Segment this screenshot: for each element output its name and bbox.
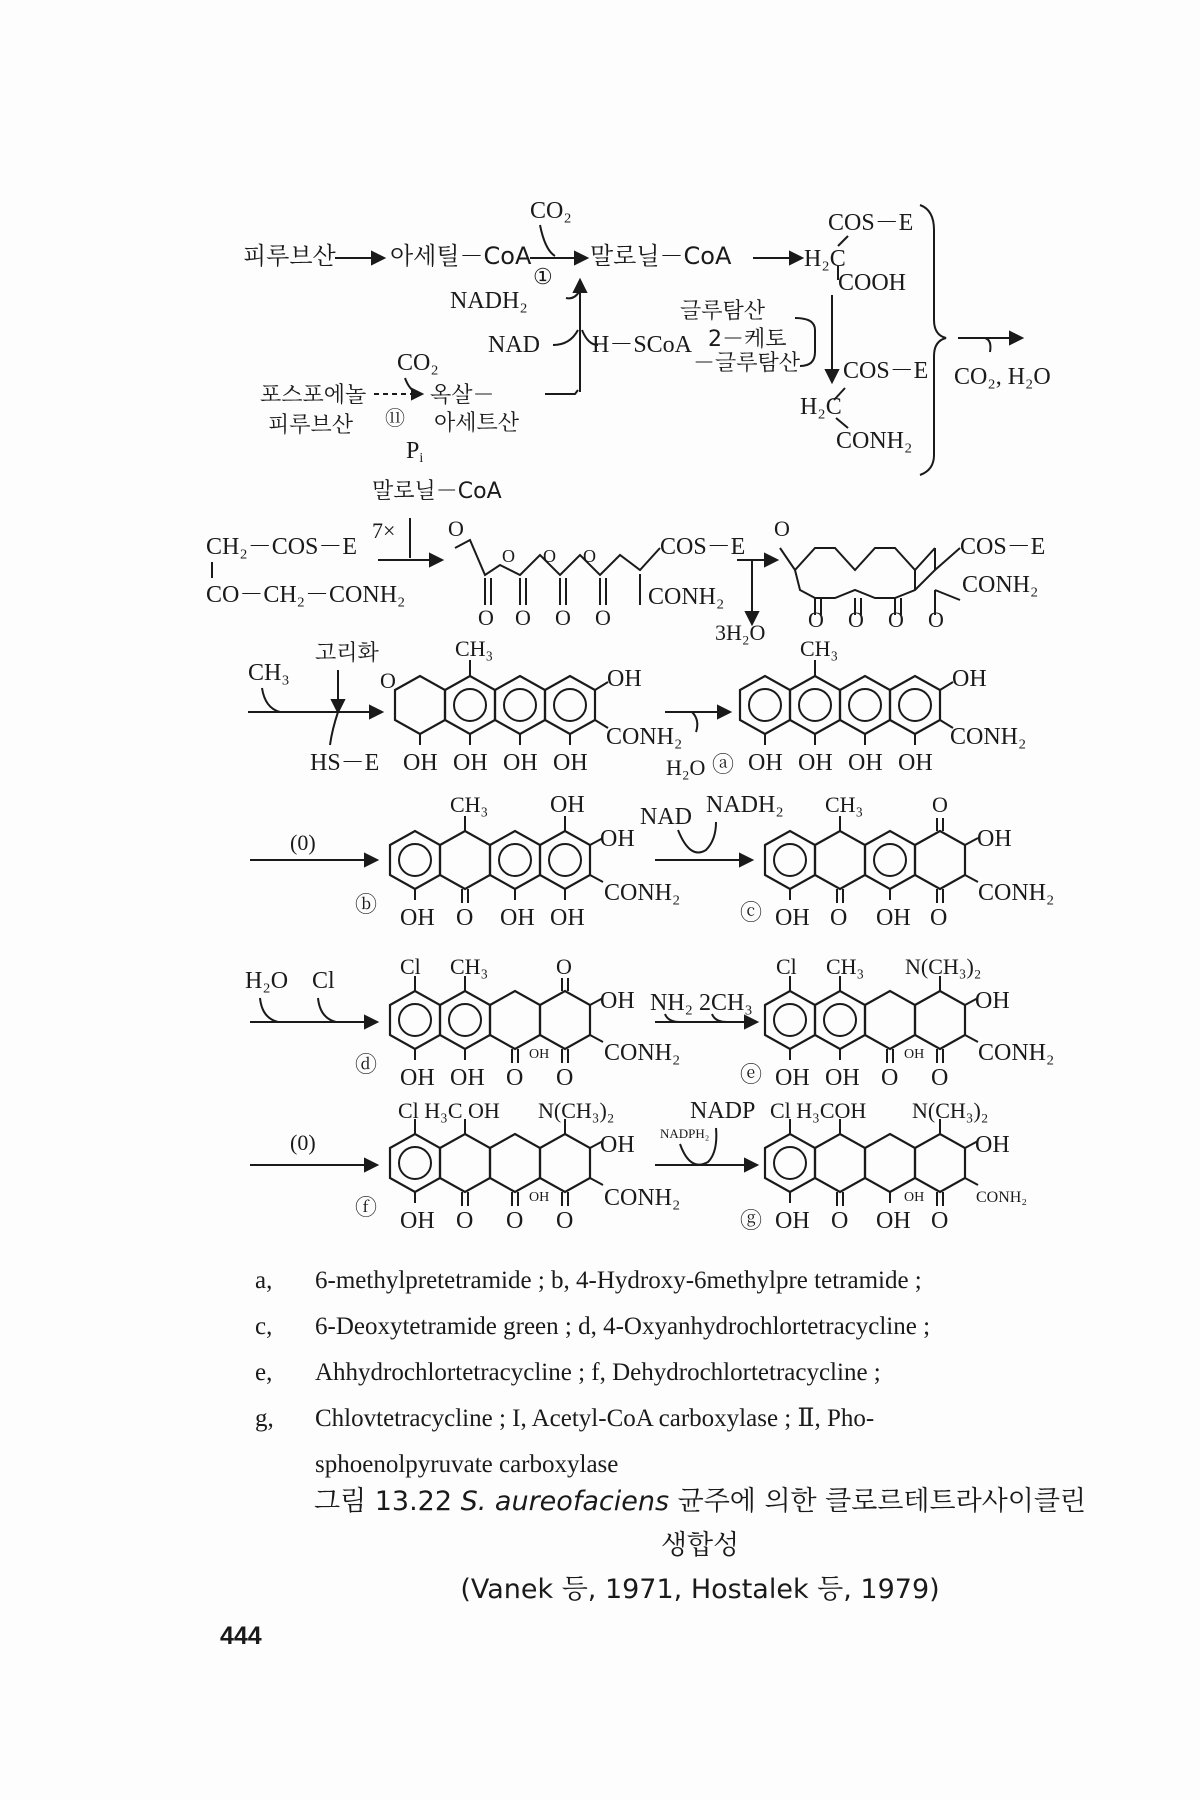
ketoglutarate-label-2: －글루탐산: [693, 351, 801, 376]
o-row5-b: O: [506, 1065, 524, 1091]
pretetramide-structure: [395, 660, 608, 745]
o-row5-d: O: [881, 1065, 899, 1091]
figure-caption: [300, 1480, 1100, 1612]
pyruvate-label: 피루브산: [243, 242, 336, 270]
legend-key: c,: [255, 1313, 273, 1340]
ch3-row5-b: CH₃: [826, 954, 865, 979]
three-h2o-label: 3H₂O: [715, 620, 766, 645]
conh2-row2-a: CONH₂: [648, 584, 725, 610]
malonyl-coa-label: 말로닐－CoA: [590, 242, 732, 270]
oh-row5-e: OH: [775, 1065, 810, 1091]
cyclized-intermediate: [780, 548, 960, 615]
compound-g-structure: [765, 1119, 978, 1206]
oh-row4-h: OH: [876, 905, 911, 931]
o-row4-b: O: [932, 792, 948, 817]
compound-d-structure: [390, 976, 603, 1063]
legend-key: e,: [255, 1359, 273, 1386]
cyclization-label: 고리화: [315, 641, 379, 666]
cos-e-top-2: COS－E: [843, 358, 929, 384]
conh2-row2-b: CONH₂: [962, 572, 1039, 598]
oxaloacetate-label-2: 아세트산: [434, 411, 520, 436]
compound-b-marker: ⓑ: [355, 892, 378, 917]
h2c-top-1: H₂C: [804, 246, 846, 272]
legend-text: sphoenolpyruvate carboxylase: [315, 1451, 619, 1478]
row2-o-5: O: [478, 605, 494, 630]
oh-row5-c: OH: [450, 1065, 485, 1091]
oh-row5-f: OH: [825, 1065, 860, 1091]
ch3-row4-a: CH₃: [450, 792, 489, 817]
oh-row6-small-b: OH: [904, 1190, 925, 1205]
poly-ketide-chain: [455, 540, 660, 605]
o-row6-e: O: [931, 1208, 949, 1234]
oh-row3-j: OH: [898, 750, 933, 776]
glutamate-label: 글루탐산: [680, 299, 766, 324]
oh-row6-a: OH: [600, 1132, 635, 1158]
oh-row4-e: OH: [550, 905, 585, 931]
compound-c-marker: ⓒ: [740, 900, 763, 925]
oh-row3-i: OH: [848, 750, 883, 776]
oh-row4-f: OH: [977, 826, 1012, 852]
o-row6-b: O: [506, 1208, 524, 1234]
h2o-row3: H₂O: [666, 755, 706, 780]
cl-row5-b: Cl: [776, 954, 797, 979]
conh2-row6-a: CONH₂: [604, 1185, 681, 1211]
legend-key: a,: [255, 1267, 273, 1294]
o-row5-a: O: [556, 954, 572, 979]
row2-o-7: O: [555, 605, 571, 630]
h2c-top-2: H₂C: [800, 394, 842, 420]
oh-row3-b: OH: [403, 750, 438, 776]
caption-prefix: 그림 13.22: [313, 1486, 453, 1517]
nme2-row6-b: N(CH₃)₂: [912, 1098, 989, 1123]
row2-o-2: O: [502, 546, 515, 566]
ch3-left-row3: CH₃: [248, 660, 290, 686]
compound-e-marker: ⓔ: [740, 1062, 763, 1087]
row2-o-12: O: [888, 607, 904, 632]
ch3-row3-b: CH₃: [800, 636, 839, 661]
oh-row6-d: OH: [975, 1132, 1010, 1158]
compound-legend: [255, 1258, 1075, 1488]
cl-row5-a: Cl: [400, 954, 421, 979]
nme2-row5: N(CH₃)₂: [905, 954, 982, 979]
compound-c-structure: [765, 816, 978, 903]
oh-row3-a: OH: [607, 666, 642, 692]
conh2-row4-b: CONH₂: [978, 880, 1055, 906]
pep-label-1: 포스포에놀: [260, 383, 367, 408]
legend-text: 6-methylpretetramide ; b, 4-Hydroxy-6methylpre tetramide ;: [315, 1267, 922, 1294]
legend-text: Ahhydrochlortetracycline ; f, Dehydrochlortetracycline ;: [315, 1359, 881, 1386]
compound-b-structure: [390, 816, 603, 903]
conh2-row5-b: CONH₂: [978, 1040, 1055, 1066]
ch3-row3-a: CH₃: [455, 636, 494, 661]
nadp-label: NADP: [690, 1098, 756, 1124]
oh-row5-small-b: OH: [904, 1047, 925, 1062]
oh-row4-c: OH: [400, 905, 435, 931]
nh2-2ch3-label: NH₂ 2CH₃: [650, 990, 753, 1016]
compound-g-marker: ⓖ: [740, 1208, 763, 1233]
h2o-row5: H₂O: [245, 968, 289, 994]
compound-f-marker: ⓕ: [355, 1195, 378, 1220]
o-row4-d: O: [930, 905, 948, 931]
conh2-top-label: CONH₂: [836, 428, 913, 454]
conh2-row3-a: CONH₂: [606, 724, 683, 750]
malonyl-coa-row2: 말로닐－CoA: [372, 479, 502, 504]
oh-row5-d: OH: [975, 988, 1010, 1014]
compound-a-marker: ⓐ: [712, 752, 735, 777]
oh-row3-f: OH: [952, 666, 987, 692]
legend-key: g,: [255, 1405, 274, 1432]
co2-h2o-label: CO₂, H₂O: [954, 364, 1051, 390]
compound-d-marker: ⓓ: [355, 1052, 378, 1077]
oh-row6-small-a: OH: [529, 1190, 550, 1205]
oh-row3-d: OH: [503, 750, 538, 776]
caption-line-2: (Vanek 등, 1971, Hostalek 등, 1979): [460, 1574, 940, 1605]
legend-row: [255, 1258, 1075, 1304]
oh-row4-b: OH: [600, 826, 635, 852]
legend-text: Chlovtetracycline ; I, Acetyl-CoA carboxylase ; Ⅱ, Pho-: [315, 1405, 875, 1432]
cl-h3c-oh-row6-a: Cl H₃C OH: [398, 1098, 500, 1123]
row3-o-label: O: [380, 668, 396, 693]
o-row6-d: O: [831, 1208, 849, 1234]
co2-left-label: CO₂: [397, 350, 439, 376]
o-row4-a: O: [456, 905, 474, 931]
conh2-row6-b: CONH₂: [976, 1189, 1027, 1206]
oxidation-label-2: (0): [290, 1130, 316, 1155]
oh-row3-c: OH: [453, 750, 488, 776]
oh-row4-a: OH: [550, 792, 585, 818]
row2-o-9: O: [774, 516, 790, 541]
cl-h3coh-row6-b: Cl H₃COH: [770, 1098, 867, 1123]
o-row5-e: O: [931, 1065, 949, 1091]
legend-row: [255, 1304, 1075, 1350]
o-row6-a: O: [456, 1208, 474, 1234]
ch3-row4-b: CH₃: [825, 792, 864, 817]
ch3-row5-a: CH₃: [450, 954, 489, 979]
compound-a-structure: [740, 660, 953, 745]
oh-row6-e: OH: [775, 1208, 810, 1234]
oh-row5-b: OH: [400, 1065, 435, 1091]
starter-unit-1: CH₂－COS－E: [206, 534, 358, 560]
oh-row4-g: OH: [775, 905, 810, 931]
oh-row5-a: OH: [600, 988, 635, 1014]
legend-text: 6-Deoxytetramide green ; d, 4-Oxyanhydrochlortetracycline ;: [315, 1313, 931, 1340]
pep-label-2: 피루브산: [268, 413, 354, 438]
o-row4-c: O: [830, 905, 848, 931]
row2-o-10: O: [808, 607, 824, 632]
caption-line-1: [300, 1480, 1100, 1568]
oh-row6-f: OH: [876, 1208, 911, 1234]
oh-row3-e: OH: [553, 750, 588, 776]
hscoa-label: H－SCoA: [592, 332, 693, 358]
co2-top-label: CO₂: [530, 198, 572, 224]
row2-o-11: O: [848, 607, 864, 632]
cos-e-top-1: COS－E: [828, 210, 914, 236]
acetyl-coa-label: 아세틸－CoA: [390, 242, 532, 270]
cos-e-row2-b: COS－E: [960, 534, 1046, 560]
row2-o-3: O: [543, 546, 556, 566]
oh-row6-b: OH: [400, 1208, 435, 1234]
conh2-row4-a: CONH₂: [604, 880, 681, 906]
page-number: 444: [220, 1622, 262, 1650]
cooh-label: COOH: [838, 270, 907, 296]
legend-row: [255, 1350, 1075, 1396]
o-row6-c: O: [556, 1208, 574, 1234]
conh2-row5-a: CONH₂: [604, 1040, 681, 1066]
row2-o-4: O: [583, 546, 596, 566]
caption-suffix: 균주에 의한 클로르테트라사이클린 생합성: [660, 1486, 1087, 1561]
starter-unit-2: CO－CH₂－CONH₂: [206, 582, 406, 608]
cos-e-row2-a: COS－E: [660, 534, 746, 560]
nad-row4: NAD: [640, 804, 692, 830]
nme2-row6-a: N(CH₃)₂: [538, 1098, 615, 1123]
nadh2-row4: NADH₂: [706, 792, 784, 818]
row2-o-6: O: [515, 605, 531, 630]
row2-o-13: O: [928, 607, 944, 632]
times-7-label: 7×: [372, 518, 396, 543]
ketoglutarate-label-1: 2－케토: [708, 327, 787, 352]
pi-label: Pi: [406, 438, 424, 466]
oxaloacetate-label-1: 옥살－: [430, 383, 495, 408]
legend-row: [255, 1396, 1075, 1442]
o-row5-c: O: [556, 1065, 574, 1091]
caption-species: S. aureofaciens: [460, 1486, 670, 1517]
oh-row5-small-a: OH: [529, 1047, 550, 1062]
compound-e-structure: [765, 976, 978, 1063]
row2-o-8: O: [595, 605, 611, 630]
nadph2-label: NADPH₂: [660, 1126, 710, 1141]
nadh2-top-label: NADH₂: [450, 288, 528, 314]
cl-row5-reagent: Cl: [312, 968, 335, 994]
hs-e-label: HS－E: [310, 750, 380, 776]
oh-row3-h: OH: [798, 750, 833, 776]
oh-row4-d: OH: [500, 905, 535, 931]
oxidation-label-1: (0): [290, 830, 316, 855]
nad-top-label: NAD: [488, 332, 540, 358]
compound-f-structure: [390, 1119, 603, 1206]
row2-o-1: O: [448, 516, 464, 541]
conh2-row3-b: CONH₂: [950, 724, 1027, 750]
oh-row3-g: OH: [748, 750, 783, 776]
step-1-marker: ①: [533, 264, 553, 289]
step-11-marker: ⑪: [385, 408, 405, 430]
